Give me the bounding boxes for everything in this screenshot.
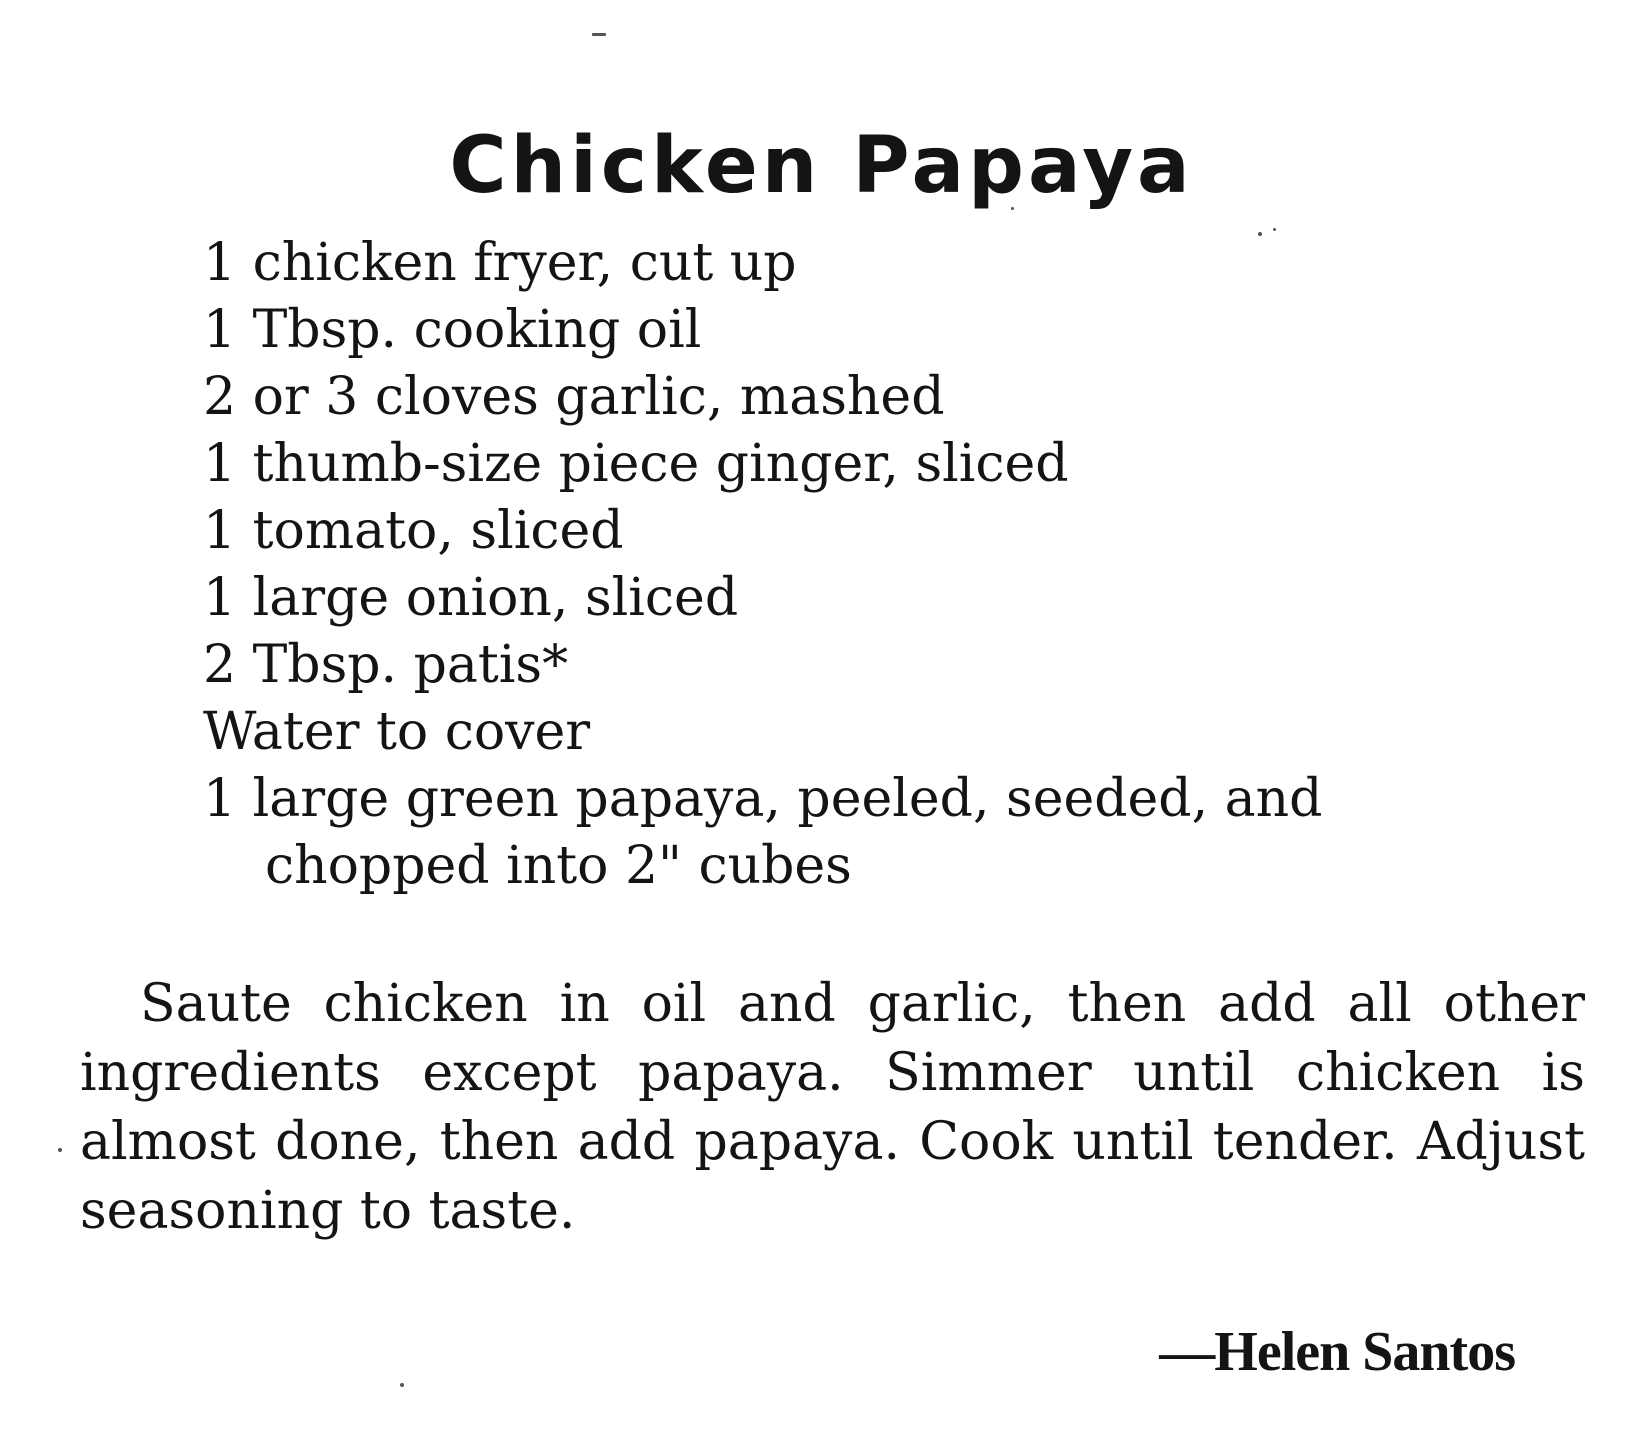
ingredient-item: 2 or 3 cloves garlic, mashed	[203, 367, 945, 427]
ingredient-list	[203, 230, 1322, 900]
ingredient-line: 1 large green papaya, peeled, seeded, and	[203, 769, 1323, 829]
cooking-instructions: Saute chicken in oil and garlic, then add all other ingredients except papaya. Simmer until chicken is almost done, then add papaya. Cook until tender. Adjust seasoning to taste.	[80, 974, 1585, 1241]
print-speck	[592, 33, 606, 36]
ingredient-item: 1 chicken fryer, cut up	[203, 233, 797, 293]
ingredient-item-papaya	[203, 766, 1322, 900]
recipe-title: Chicken Papaya	[449, 121, 1194, 212]
ingredient-item: 2 Tbsp. patis*	[203, 635, 569, 695]
recipe-author: —Helen Santos	[1159, 1321, 1515, 1383]
ingredient-item: 1 thumb-size piece ginger, sliced	[203, 434, 1069, 494]
ingredient-item: Water to cover	[203, 702, 591, 762]
ingredient-item: 1 Tbsp. cooking oil	[203, 300, 702, 360]
ingredient-line-continued: chopped into 2" cubes	[265, 836, 852, 896]
print-speck	[58, 1148, 62, 1152]
print-speck	[400, 1383, 404, 1387]
ingredient-item: 1 tomato, sliced	[203, 501, 624, 561]
ingredient-item: 1 large onion, sliced	[203, 568, 739, 628]
